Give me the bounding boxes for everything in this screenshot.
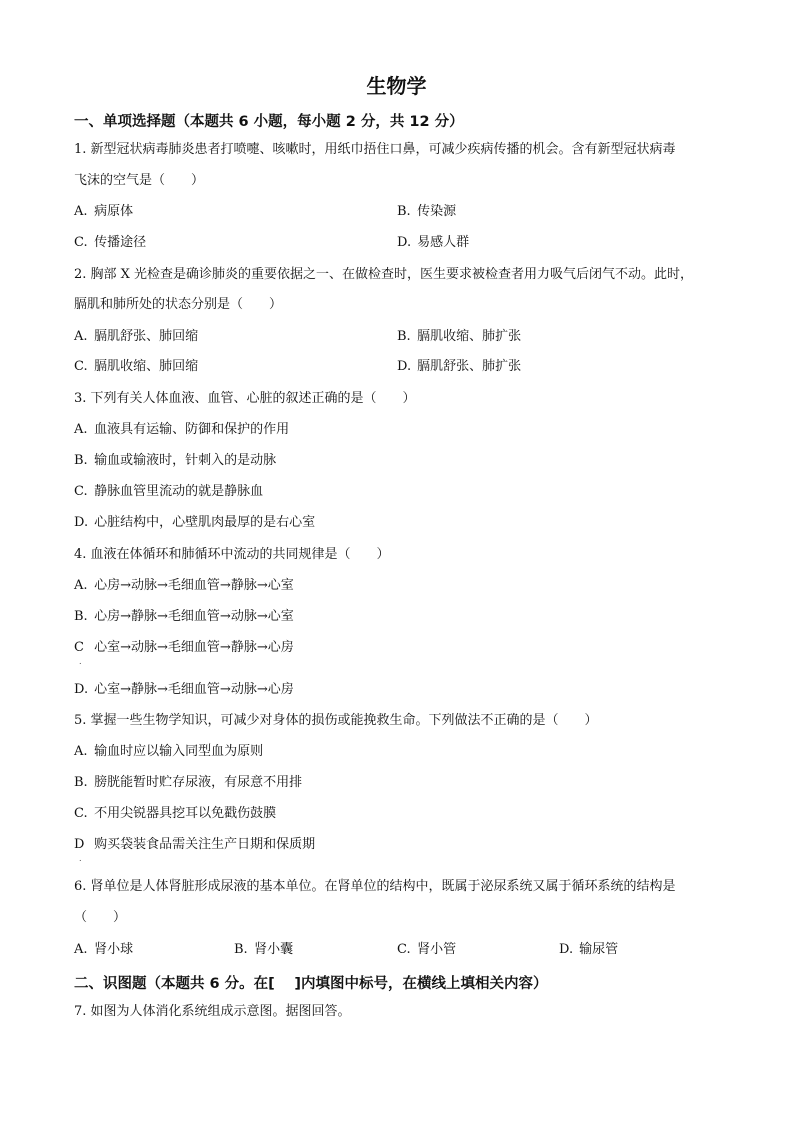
option-d-stray-dot: . [79,854,82,863]
question-1-option-d: D. 易感人群 [397,235,470,250]
question-5-option-a: A. 输血时应以输入同型血为原则 [74,744,264,759]
question-2-option-c: C. 膈肌收缩、肺回缩 [74,359,199,374]
question-4-option-a: A. 心房→动脉→毛细血管→静脉→心室 [74,578,294,593]
section-heading-single-choice: 一、单项选择题（本题共 6 小题，每小题 2 分，共 12 分） [74,114,464,130]
question-6-stem-cont: （ ） [74,910,127,925]
section-heading-diagram: 二、识图题（本题共 6 分。在[ ]内填图中标号，在横线上填相关内容） [74,976,548,992]
question-2-option-a: A. 膈肌舒张、肺回缩 [74,329,199,344]
question-1-option-a: A. 病原体 [74,204,134,219]
question-6-option-b: B. 肾小囊 [234,942,294,957]
question-6-option-c: C. 肾小管 [397,942,457,957]
question-4-option-b: B. 心房→静脉→毛细血管→动脉→心室 [74,609,294,624]
question-2-stem: 2. 胸部 X 光检查是确诊肺炎的重要依据之一、在做检查时，医生要求被检查者用力吸气后闭气不动。此时， [74,267,694,282]
question-1-option-c: C. 传播途径 [74,235,147,250]
question-1-stem: 1. 新型冠状病毒肺炎患者打喷嚏、咳嗽时，用纸巾捂住口鼻，可减少疾病传播的机会。含有新型冠状病毒 [74,142,676,157]
question-4-option-c: C 心室→动脉→毛细血管→静脉→心房 [74,640,294,655]
question-4-stem: 4. 血液在体循环和肺循环中流动的共同规律是（ ） [74,547,390,562]
question-3-option-d: D. 心脏结构中，心壁肌肉最厚的是右心室 [74,515,316,530]
question-2-option-b: B. 膈肌收缩、肺扩张 [397,329,522,344]
page-title: 生物学 [366,74,427,98]
question-6-option-a: A. 肾小球 [74,942,134,957]
question-2-option-d: D. 膈肌舒张、肺扩张 [397,359,522,374]
question-6-option-d: D. 输尿管 [559,942,619,957]
question-4-option-d: D. 心室→静脉→毛细血管→动脉→心房 [74,682,294,697]
question-5-option-c: C. 不用尖锐器具挖耳以免戳伤鼓膜 [74,806,277,821]
option-c-stray-dot: . [79,657,82,666]
question-3-option-c: C. 静脉血管里流动的就是静脉血 [74,484,264,499]
question-6-stem: 6. 肾单位是人体肾脏形成尿液的基本单位。在肾单位的结构中，既属于泌尿系统又属于循环系统的结构是 [74,879,676,894]
question-1-stem-cont: 飞沫的空气是（ ） [74,173,205,188]
question-1-option-b: B. 传染源 [397,204,457,219]
question-5-option-d: D 购买袋装食品需关注生产日期和保质期 [74,837,316,852]
question-2-stem-cont: 膈肌和肺所处的状态分别是（ ） [74,297,283,312]
question-5-stem: 5. 掌握一些生物学知识，可减少对身体的损伤或能挽救生命。下列做法不正确的是（ ） [74,713,598,728]
question-3-option-b: B. 输血或输液时，针刺入的是动脉 [74,453,277,468]
question-7-stem: 7. 如图为人体消化系统组成示意图。据图回答。 [74,1004,351,1019]
question-5-option-b: B. 膀胱能暂时贮存尿液，有尿意不用排 [74,775,303,790]
question-3-stem: 3. 下列有关人体血液、血管、心脏的叙述正确的是（ ） [74,391,416,406]
question-3-option-a: A. 血液具有运输、防御和保护的作用 [74,422,290,437]
